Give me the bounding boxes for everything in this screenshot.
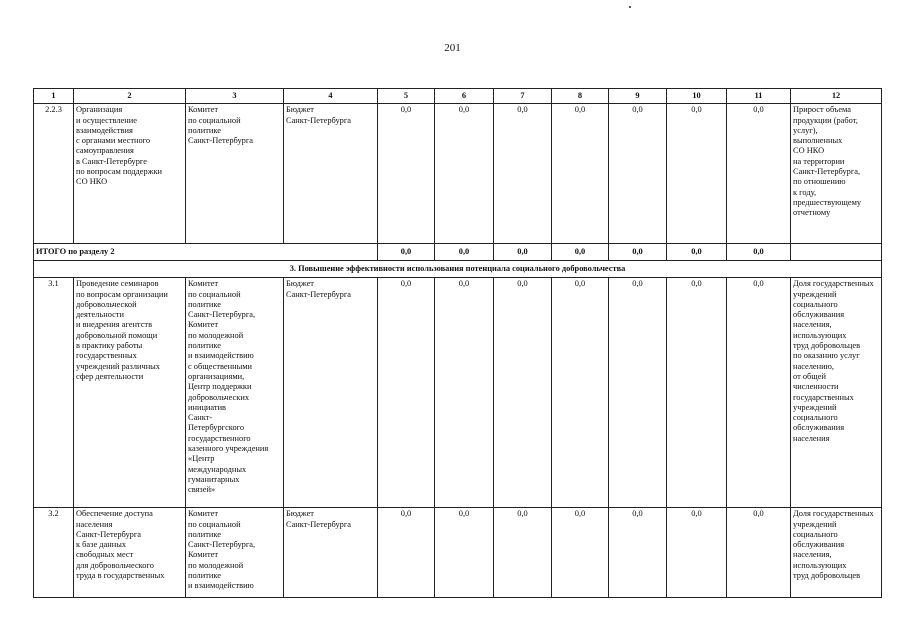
total-value: 0,0	[552, 244, 609, 261]
total-value: 0,0	[494, 244, 552, 261]
source-cell: Бюджет Санкт-Петербурга	[284, 508, 378, 598]
value-cell: 0,0	[494, 104, 552, 244]
source-cell: Бюджет Санкт-Петербурга	[284, 278, 378, 508]
executor-cell: Комитет по социальной политике Санкт-Петербурга, Комитет по молодежной политике и взаимодействию с общественными организациями, Центр поддержки добровольческих инициатив Санкт- Петербургского государственного казенного учреждения «Центр международных гуманитарных связей»	[186, 278, 284, 508]
total-value: 0,0	[727, 244, 791, 261]
value-cell: 0,0	[435, 278, 494, 508]
value-cell: 0,0	[667, 278, 727, 508]
value-cell: 0,0	[552, 278, 609, 508]
header-cell: 8	[552, 89, 609, 104]
header-cell: 3	[186, 89, 284, 104]
header-cell: 2	[74, 89, 186, 104]
table-row	[34, 104, 882, 244]
total-empty-cell	[791, 244, 882, 261]
header-cell: 12	[791, 89, 882, 104]
value-cell: 0,0	[727, 508, 791, 598]
header-cell: 1	[34, 89, 74, 104]
total-value: 0,0	[435, 244, 494, 261]
program-table	[33, 88, 882, 598]
value-cell: 0,0	[378, 104, 435, 244]
value-cell: 0,0	[667, 104, 727, 244]
header-cell: 9	[609, 89, 667, 104]
measure-cell: Проведение семинаров по вопросам организации добровольческой деятельности и внедрения агентств добровольной помощи в практику работы государственных учреждений различных сфер деятельности	[74, 278, 186, 508]
value-cell: 0,0	[609, 508, 667, 598]
row-id: 2.2.3	[34, 104, 74, 244]
row-id: 3.2	[34, 508, 74, 598]
page-number: 201	[444, 42, 461, 54]
header-cell: 6	[435, 89, 494, 104]
indicator-cell: Прирост объема продукции (работ, услуг), выполненных СО НКО на территории Санкт-Петербурга, по отношению к году, предшествующему отчетному	[791, 104, 882, 244]
value-cell: 0,0	[609, 104, 667, 244]
value-cell: 0,0	[435, 104, 494, 244]
total-label: ИТОГО по разделу 2	[34, 244, 378, 261]
section-row	[34, 261, 882, 278]
table-row	[34, 278, 882, 508]
total-value: 0,0	[667, 244, 727, 261]
section-title: 3. Повышение эффективности использования потенциала социального добровольчества	[34, 261, 882, 278]
row-id: 3.1	[34, 278, 74, 508]
value-cell: 0,0	[727, 278, 791, 508]
header-cell: 10	[667, 89, 727, 104]
table-row	[34, 508, 882, 598]
value-cell: 0,0	[552, 508, 609, 598]
header-cell: 4	[284, 89, 378, 104]
value-cell: 0,0	[552, 104, 609, 244]
value-cell: 0,0	[609, 278, 667, 508]
value-cell: 0,0	[378, 508, 435, 598]
header-cell: 7	[494, 89, 552, 104]
measure-cell: Организация и осуществление взаимодействия с органами местного самоуправления в Санкт-Петербурге по вопросам поддержки СО НКО	[74, 104, 186, 244]
total-row	[34, 244, 882, 261]
source-cell: Бюджет Санкт-Петербурга	[284, 104, 378, 244]
value-cell: 0,0	[494, 278, 552, 508]
value-cell: 0,0	[494, 508, 552, 598]
measure-cell: Обеспечение доступа населения Санкт-Петербурга к базе данных свободных мест для добровольческого труда в государственных	[74, 508, 186, 598]
header-row	[34, 89, 882, 104]
scan-speck	[629, 6, 631, 8]
value-cell: 0,0	[667, 508, 727, 598]
value-cell: 0,0	[378, 278, 435, 508]
total-value: 0,0	[609, 244, 667, 261]
value-cell: 0,0	[727, 104, 791, 244]
total-value: 0,0	[378, 244, 435, 261]
indicator-cell: Доля государственных учреждений социального обслуживания населения, использующих труд добровольцев по оказанию услуг населению, от общей численности государственных учреждений социального обслуживания населения	[791, 278, 882, 508]
header-cell: 11	[727, 89, 791, 104]
executor-cell: Комитет по социальной политике Санкт-Петербурга, Комитет по молодежной политике и взаимодействию	[186, 508, 284, 598]
header-cell: 5	[378, 89, 435, 104]
executor-cell: Комитет по социальной политике Санкт-Петербурга	[186, 104, 284, 244]
value-cell: 0,0	[435, 508, 494, 598]
indicator-cell: Доля государственных учреждений социального обслуживания населения, использующих труд добровольцев	[791, 508, 882, 598]
